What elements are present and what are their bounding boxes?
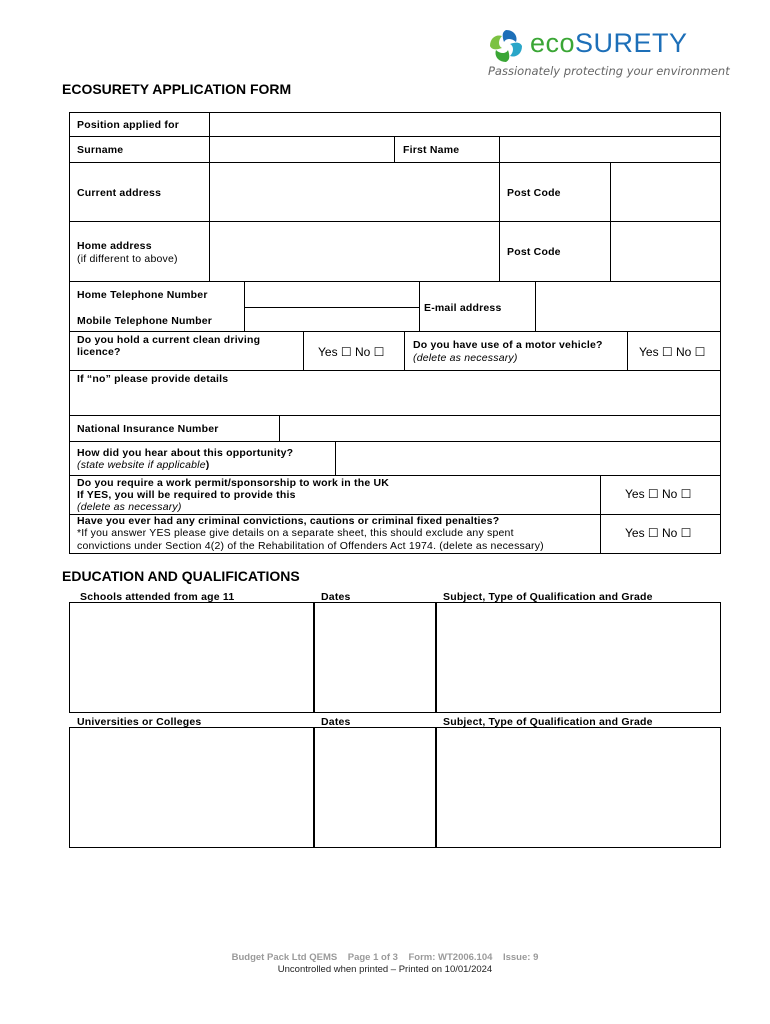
logo-wordmark: ecoSURETY [530, 28, 688, 58]
hear-about-note [77, 459, 209, 471]
university-dates-field[interactable] [314, 727, 436, 848]
criminal-convictions-note: *If you answer YES please give details on a separate sheet, this should exclude any spent [77, 527, 514, 539]
universities-field[interactable] [69, 727, 314, 848]
motor-vehicle-note: (delete as necessary) [413, 352, 518, 364]
mobile-telephone-label: Mobile Telephone Number [77, 315, 213, 327]
hear-about-note-bracket: ) [205, 459, 210, 471]
email-field[interactable] [537, 283, 719, 330]
current-address-field[interactable] [211, 164, 498, 220]
first-name-field[interactable] [501, 138, 719, 161]
surname-field[interactable] [211, 138, 393, 161]
dates-header-2: Dates [321, 716, 351, 728]
work-permit-label: Do you require a work permit/sponsorship to work in the UK [77, 477, 390, 489]
national-insurance-label: National Insurance Number [77, 423, 219, 435]
national-insurance-field[interactable] [281, 417, 719, 440]
hear-about-note-text: (state website if applicable [77, 459, 206, 471]
ecosurety-swirl-icon [486, 26, 526, 66]
footer-form-info: Budget Pack Ltd QEMS Page 1 of 3 Form: WT2006.104 Issue: 9 [231, 952, 539, 963]
university-subject-field[interactable] [436, 727, 721, 848]
home-address-note: (if different to above) [77, 253, 178, 265]
criminal-convictions-yes-no[interactable]: Yes ☐ No ☐ [625, 526, 692, 540]
driving-licence-yes-no[interactable]: Yes ☐ No ☐ [318, 345, 385, 359]
subject-header: Subject, Type of Qualification and Grade [443, 591, 653, 603]
motor-vehicle-yes-no[interactable]: Yes ☐ No ☐ [639, 345, 706, 359]
school-dates-field[interactable] [314, 602, 436, 713]
work-permit-yes-no[interactable]: Yes ☐ No ☐ [625, 487, 692, 501]
subject-header-2: Subject, Type of Qualification and Grade [443, 716, 653, 728]
schools-header: Schools attended from age 11 [80, 591, 235, 603]
first-name-label: First Name [403, 144, 460, 156]
school-subject-field[interactable] [436, 602, 721, 713]
education-heading: EDUCATION AND QUALIFICATIONS [62, 568, 300, 584]
form-title: ECOSURETY APPLICATION FORM [62, 81, 292, 97]
schools-field[interactable] [69, 602, 314, 713]
position-applied-for-label: Position applied for [77, 119, 180, 131]
current-address-label: Current address [77, 187, 162, 199]
logo-tagline: Passionately protecting your environment [488, 64, 730, 78]
if-no-details-label: If “no” please provide details [77, 373, 229, 385]
dates-header: Dates [321, 591, 351, 603]
logo [486, 24, 730, 80]
position-applied-for-field[interactable] [211, 114, 719, 135]
home-post-code-label: Post Code [507, 246, 561, 258]
hear-about-field[interactable] [337, 443, 719, 474]
motor-vehicle-label: Do you have use of a motor vehicle? [413, 339, 603, 351]
home-post-code-field[interactable] [612, 223, 719, 280]
home-address-label: Home address [77, 240, 152, 252]
criminal-convictions-label: Have you ever had any criminal convictions, cautions or criminal fixed penalties? [77, 515, 500, 527]
home-telephone-field[interactable] [246, 283, 418, 306]
mobile-telephone-field[interactable] [246, 309, 418, 330]
driving-licence-label-2: licence? [77, 346, 121, 358]
universities-header: Universities or Colleges [77, 716, 202, 728]
if-no-details-field[interactable] [71, 386, 719, 414]
email-label: E-mail address [424, 302, 502, 314]
footer-printed-note: Uncontrolled when printed – Printed on 10/01/2024 [277, 964, 493, 975]
surname-label: Surname [77, 144, 124, 156]
work-permit-label-2: If YES, you will be required to provide this [77, 489, 296, 501]
driving-licence-label: Do you hold a current clean driving [77, 334, 261, 346]
home-address-field[interactable] [211, 223, 498, 280]
current-post-code-field[interactable] [612, 164, 719, 220]
home-telephone-label: Home Telephone Number [77, 289, 208, 301]
post-code-label: Post Code [507, 187, 561, 199]
hear-about-label: How did you hear about this opportunity? [77, 447, 294, 459]
criminal-convictions-note-2: convictions under Section 4(2) of the Rehabilitation of Offenders Act 1974. (delete as necessary) [77, 540, 544, 552]
work-permit-note: (delete as necessary) [77, 501, 182, 513]
